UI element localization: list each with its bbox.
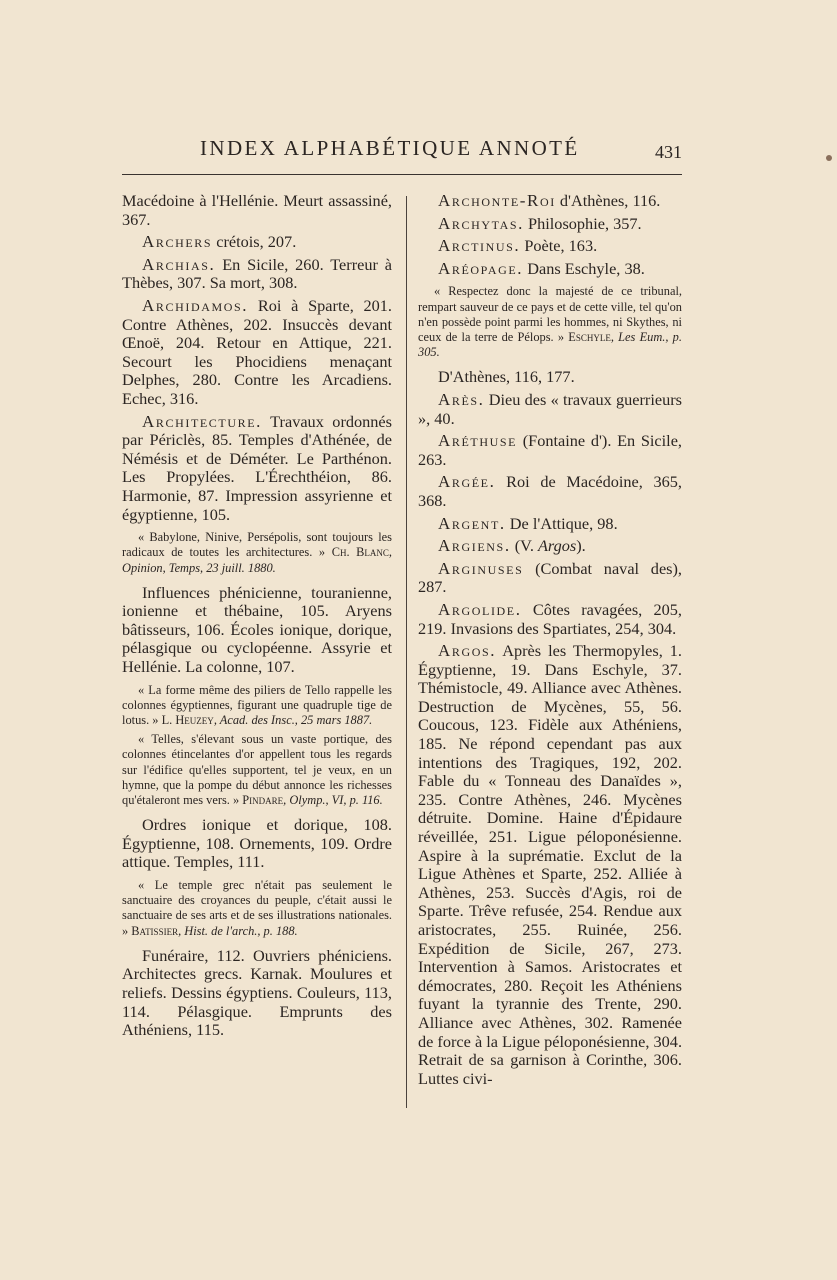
index-entry-arginuses xyxy=(418,560,682,597)
index-entry-arctinus xyxy=(418,237,682,256)
quote-text: « Respectez donc la majesté de ce tribunal, rempart sauveur de ce pays et de cette ville, tel qu'on n'en possède point parmi les hommes, ni Skythes, ni ceux de la terre de Pélops. » xyxy=(418,284,682,344)
quotation xyxy=(122,683,392,729)
quote-source: , Opinion, Temps, 23 juill. 1880. xyxy=(122,545,392,575)
index-entry-subentry: Influences phénicienne, touranienne, ionienne et thébaine, 105. Aryens bâtisseurs, 106. Écoles ionique, dorique, pélasgique ou cyclopéenne. Assyrie et Hellénie. La colonne, 107. xyxy=(122,582,392,677)
index-entry-argiens xyxy=(418,537,682,556)
index-entry-archias xyxy=(122,256,392,293)
entry-text: Roi de Macédoine, 365, 368. xyxy=(418,472,682,510)
entry-text: En Sicile, 260. Terreur à Thèbes, 307. Sa mort, 308. xyxy=(122,254,392,293)
entry-text: Travaux ordonnés par Périclès, 85. Temples d'Athénée, de Némésis et de Déméter. Le Parthénon. Les Propylées. L'Érechthéion, 86. Harmonie, 87. Impression assyrienne et égyptienne, 105. xyxy=(122,411,392,524)
index-entry-areopage xyxy=(418,260,682,279)
quote-text: « La forme même des piliers de Tello rappelle les colonnes égyptiennes, figurant une quadruple tige de lotus. » xyxy=(122,682,392,728)
entry-text: Roi à Sparte, 201. Contre Athènes, 202. Insuccès devant Œnoë, 204. Retour en Attique, 221. Secourt les Phocidiens menaçant Delphes, 280. Contre les Arcadiens. Echec, 316. xyxy=(122,295,392,408)
index-entry-archers xyxy=(122,233,392,252)
index-entry-arethuse xyxy=(418,432,682,469)
headword: Archidamos. xyxy=(142,295,249,315)
quote-source: , Les Eum., p. 305. xyxy=(418,329,682,360)
index-entry-architecture xyxy=(122,413,392,525)
entry-text: crétois, 207. xyxy=(212,232,297,252)
headword: Argolide. xyxy=(438,599,522,619)
index-entry-archonte-roi xyxy=(418,192,682,211)
entry-text: (V. xyxy=(510,536,538,556)
index-entry-subentry: Funéraire, 112. Ouvriers phéniciens. Architectes grecs. Karnak. Moulures et reliefs. Dessins égyptiens. Couleurs, 113, 114. Pélasgique. Emprunts des Athéniens, 115. xyxy=(122,945,392,1040)
headword: Aréopage. xyxy=(438,258,524,278)
quote-source: , Acad. des Insc., 25 mars 1887. xyxy=(213,713,373,728)
entry-text-end: ). xyxy=(576,536,586,556)
index-entry-ares xyxy=(418,391,682,428)
entry-text: (Fontaine d'). En Sicile, 263. xyxy=(418,431,682,469)
quotation xyxy=(122,530,392,576)
index-entry-argolide xyxy=(418,601,682,638)
headword: Argiens. xyxy=(438,536,511,556)
headword: Architecture. xyxy=(142,411,262,431)
index-entry-archytas xyxy=(418,215,682,234)
quote-author: Pindare xyxy=(242,793,284,808)
running-title: INDEX ALPHABÉTIQUE ANNOTÉ xyxy=(200,136,580,160)
headword: Arès. xyxy=(438,389,485,409)
left-column xyxy=(122,192,392,1044)
quotation xyxy=(418,284,682,360)
page-header xyxy=(122,136,682,172)
entry-text: Philosophie, 357. xyxy=(523,213,642,233)
headword: Arginuses xyxy=(438,558,524,578)
entry-text: (Combat naval des), 287. xyxy=(418,558,682,597)
headword: Argée. xyxy=(438,472,496,492)
entry-text: Dans Eschyle, 38. xyxy=(523,258,645,278)
headword: Aréthuse xyxy=(438,431,518,451)
headword: Argent. xyxy=(438,513,506,533)
right-column xyxy=(418,192,682,1092)
entry-text: d'Athènes, 116. xyxy=(555,191,661,210)
header-rule xyxy=(122,174,682,175)
index-entry-argent xyxy=(418,515,682,534)
entry-text: Poète, 163. xyxy=(520,236,598,256)
headword: Argos. xyxy=(438,641,497,661)
paper-speck xyxy=(826,155,832,161)
column-divider xyxy=(406,196,407,1108)
index-entry-subentry: D'Athènes, 116, 177. xyxy=(438,367,575,387)
entry-text: De l'Attique, 98. xyxy=(505,513,618,533)
headword: Archias. xyxy=(142,254,216,274)
index-entry-argee xyxy=(418,473,682,510)
quote-author: L. Heuzey xyxy=(161,713,214,728)
headword: Arctinus. xyxy=(438,236,521,256)
quote-source: , Hist. de l'arch., p. 188. xyxy=(178,923,298,938)
quote-author: Eschyle xyxy=(568,329,611,344)
headword: Archonte-Roi xyxy=(438,191,556,210)
headword: Archers xyxy=(142,232,213,252)
index-entry-archidamos xyxy=(122,297,392,409)
quote-author: Ch. Blanc xyxy=(331,545,389,560)
quote-text: « Telles, s'élevant sous un vaste portique, des colonnes étincelantes d'or appellent tous les regards sur l'édifice qu'elles supportent, tel je veux, en un hymne, que la pompe du début annonce les richesses qu'étaleront mes vers. » xyxy=(122,732,392,808)
entry-text: Côtes ravagées, 205, 219. Invasions des Spartiates, 254, 304. xyxy=(418,599,682,638)
entry-text: Après les Thermopyles, 1. Égyptienne, 19. Dans Eschyle, 37. Thémistocle, 49. Alliance avec Athènes. Destruction de Mycènes, 55, 56. Coucous, 123. Fidèle aux Athéniens, 185. Ne répond cependant pas aux intentions des Tragiques, 192, 202. Fable du « Tonneau des Danaïdes », 235. Contre Athènes, 246. Mycènes détruite. Domine. Haine d'Épidaure réveillée, 251. Ligue péloponésienne. Aspire à la suprématie. Exclut de la Ligue Athènes et Sparte, 252. Alliée à Athènes, 253. Succès d'Agis, roi de Sparte. Trêve refusée, 254. Rendue aux aristocrates, 255. Ruinée, 256. Expédition de Sicile, 267, 273. Intervention à Samos. Aristocrates et démocrates, 280. Reçoit les Athéniens fuyant la tyrannie des Trente, 290. Alliance avec Athènes, 302. Ramenée de force à la Ligue péloponésienne, 304. Retrait de sa garnison à Corinthe, 306. Luttes civi- xyxy=(418,641,683,1088)
quotation xyxy=(122,878,392,939)
index-entry-continuation: Macédoine à l'Hellénie. Meurt assassiné, 367. xyxy=(122,191,392,229)
headword: Archytas. xyxy=(438,213,524,233)
index-entry-subentry: Ordres ionique et dorique, 108. Égyptienne, 108. Ornements, 109. Ordre attique. Temples, 111. xyxy=(122,815,392,872)
quote-author: Batissier xyxy=(131,923,179,938)
quotation xyxy=(122,732,392,808)
quote-text: « Babylone, Ninive, Persépolis, sont toujours les radicaux de toutes les architectures. » xyxy=(122,530,392,560)
page-number: 431 xyxy=(655,142,682,162)
quote-text: « Le temple grec n'était pas seulement le sanctuaire des croyances du peuple, c'était aussi le sanctuaire de ses arts et de ses illustrations nationales. » xyxy=(122,878,392,938)
cross-reference: Argos xyxy=(537,536,577,556)
entry-text: Dieu des « travaux guerrieurs », 40. xyxy=(418,389,682,428)
quote-source: , Olymp., VI, p. 116. xyxy=(283,793,383,808)
index-entry-argos xyxy=(418,642,682,1088)
